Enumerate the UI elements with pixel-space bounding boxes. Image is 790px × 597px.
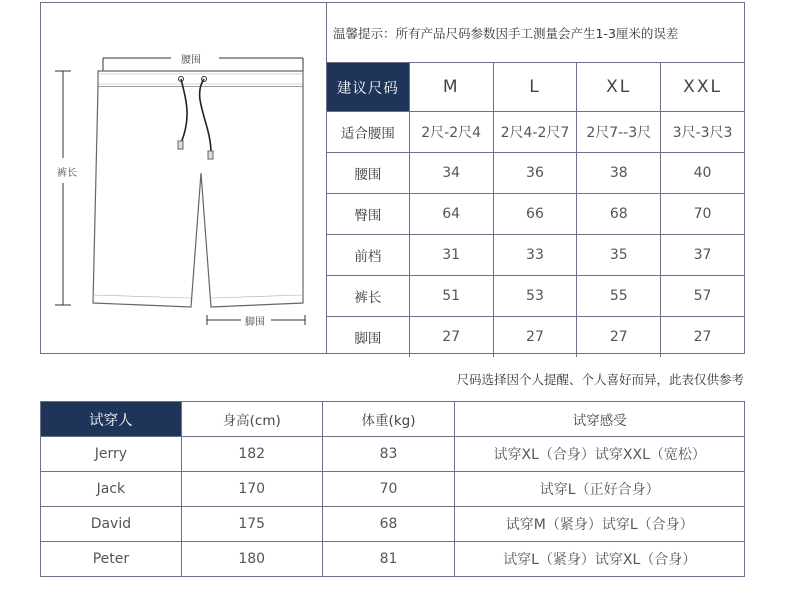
table-cell: 81 <box>322 542 455 577</box>
table-cell: 40 <box>661 153 744 194</box>
measurement-notice: 温馨提示：所有产品尺码参数因手工测量会产生1-3厘米的误差 <box>327 3 745 63</box>
table-row <box>41 507 745 542</box>
hem-label: 脚围 <box>245 313 265 328</box>
table-row <box>327 235 744 276</box>
row-label: 腰围 <box>327 153 409 194</box>
tryon-header-cell: 试穿人 <box>41 402 182 437</box>
length-label: 裤长 <box>57 164 77 179</box>
tryon-header-cell: 身高(cm) <box>181 402 322 437</box>
row-label: 前档 <box>327 235 409 276</box>
table-cell: 51 <box>409 276 493 317</box>
table-cell: 27 <box>409 317 493 358</box>
table-cell: 83 <box>322 437 455 472</box>
table-cell: 68 <box>577 194 661 235</box>
table-row <box>327 112 744 153</box>
tryon-header-cell: 试穿感受 <box>455 402 745 437</box>
table-row <box>41 437 745 472</box>
table-cell: 试穿M（紧身）试穿L（合身） <box>455 507 745 542</box>
tester-name: Peter <box>41 542 182 577</box>
table-cell: 180 <box>181 542 322 577</box>
reference-note: 尺码选择因个人提醒、个人喜好而异，此表仅供参考 <box>456 372 744 387</box>
table-cell: 27 <box>577 317 661 358</box>
table-cell: 27 <box>493 317 577 358</box>
table-cell: 2尺-2尺4 <box>409 112 493 153</box>
row-label: 裤长 <box>327 276 409 317</box>
table-cell: 试穿L（正好合身） <box>455 472 745 507</box>
size-header-cell: XL <box>577 63 661 112</box>
size-table <box>327 63 744 357</box>
table-cell: 试穿L（紧身）试穿XL（合身） <box>455 542 745 577</box>
table-cell: 170 <box>181 472 322 507</box>
table-cell: 2尺4-2尺7 <box>493 112 577 153</box>
table-cell: 27 <box>661 317 744 358</box>
table-cell: 3尺-3尺3 <box>661 112 744 153</box>
table-cell: 70 <box>661 194 744 235</box>
tryon-table-header <box>41 402 745 437</box>
table-cell: 64 <box>409 194 493 235</box>
table-cell: 68 <box>322 507 455 542</box>
shorts-illustration <box>41 3 327 353</box>
table-row <box>327 194 744 235</box>
tester-name: Jack <box>41 472 182 507</box>
size-chart-panel <box>40 2 745 354</box>
table-row <box>327 276 744 317</box>
table-row <box>327 317 744 358</box>
size-header-cell: 建议尺码 <box>327 63 409 112</box>
table-cell: 36 <box>493 153 577 194</box>
tester-name: Jerry <box>41 437 182 472</box>
row-label: 适合腰围 <box>327 112 409 153</box>
row-label: 臀围 <box>327 194 409 235</box>
table-row <box>41 472 745 507</box>
table-cell: 53 <box>493 276 577 317</box>
size-header-cell: XXL <box>661 63 744 112</box>
table-cell: 35 <box>577 235 661 276</box>
table-cell: 182 <box>181 437 322 472</box>
table-cell: 34 <box>409 153 493 194</box>
table-cell: 33 <box>493 235 577 276</box>
table-cell: 试穿XL（合身）试穿XXL（宽松） <box>455 437 745 472</box>
size-table-header <box>327 63 744 112</box>
size-header-cell: L <box>493 63 577 112</box>
table-cell: 175 <box>181 507 322 542</box>
table-cell: 57 <box>661 276 744 317</box>
row-label: 脚围 <box>327 317 409 358</box>
size-header-cell: M <box>409 63 493 112</box>
table-cell: 55 <box>577 276 661 317</box>
table-cell: 38 <box>577 153 661 194</box>
table-row <box>41 542 745 577</box>
tryon-header-cell: 体重(kg) <box>322 402 455 437</box>
table-cell: 2尺7--3尺 <box>577 112 661 153</box>
waist-label: 腰围 <box>181 51 201 66</box>
table-cell: 31 <box>409 235 493 276</box>
tryon-table <box>40 401 745 577</box>
tester-name: David <box>41 507 182 542</box>
table-cell: 70 <box>322 472 455 507</box>
table-cell: 37 <box>661 235 744 276</box>
table-cell: 66 <box>493 194 577 235</box>
table-row <box>327 153 744 194</box>
